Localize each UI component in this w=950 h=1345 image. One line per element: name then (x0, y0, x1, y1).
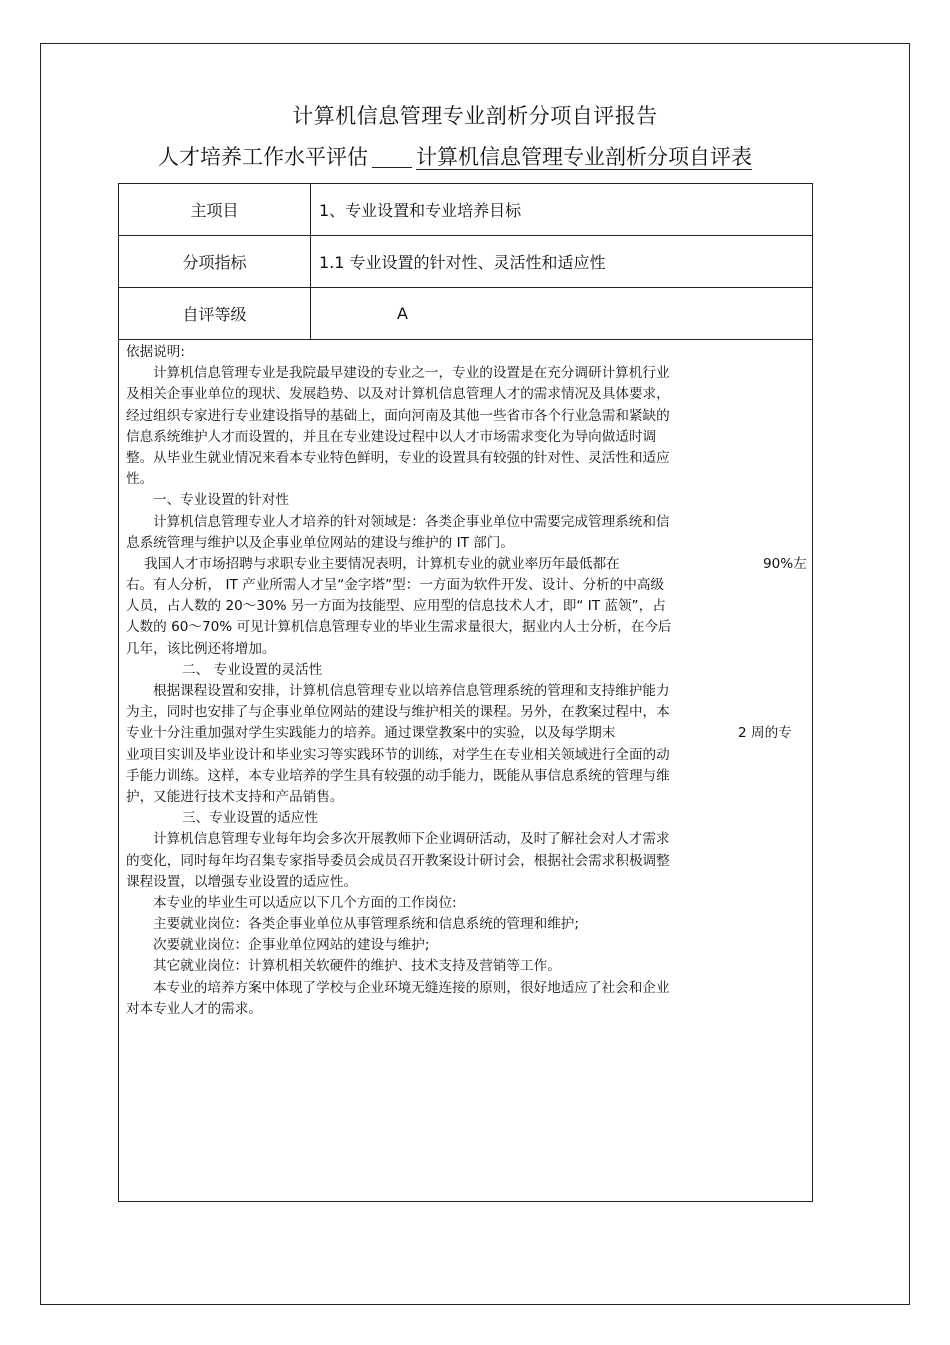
text-line: 课程设置，以增强专业设置的适应性。 (126, 873, 358, 890)
text-line: 根据课程设置和安排，计算机信息管理专业以培养信息管理系统的管理和支持维护能力 (153, 683, 670, 699)
table-row (119, 288, 812, 340)
text-line: 信息系统维护人才而设置的，并且在专业建设过程中以人才市场需求变化为导向做适时调 (126, 428, 657, 445)
report-title: 计算机信息管理专业剖析分项自评报告 (292, 104, 658, 128)
row-label-sub-indicator: 分项指标 (119, 236, 311, 287)
row-value-main-item: 1、专业设置和专业培养目标 (319, 201, 522, 220)
row-label-main-item: 主项目 (119, 184, 311, 235)
text-fragment: 专业十分注重加强对学生实践能力的培养。通过课堂教案中的实验，以及每学期末 (126, 725, 616, 742)
form-subtitle (158, 141, 752, 171)
text-line: 为主，同时也安排了与企事业单位网站的建设与维护相关的课程。另外，在教案过程中，本 (126, 704, 670, 721)
text-line: 右。有人分析， IT 产业所需人才呈“金字塔”型：一方面为软件开发、设计、分析的中高级 (126, 577, 665, 594)
subtitle-underline-blank (372, 167, 412, 168)
list-item: 主要就业岗位：各类企事业单位从事管理系统和信息系统的管理和维护; (153, 916, 579, 933)
text-line: 本专业的毕业生可以适应以下几个方面的工作岗位: (153, 894, 457, 911)
table-row (119, 236, 812, 288)
text-line: 经过组织专家进行专业建设指导的基础上，面向河南及其他一些省市各个行业急需和紧缺的 (126, 407, 670, 424)
text-line: 的变化，同时每年均召集专家指导委员会成员召开教案设计研讨会，根据社会需求积极调整 (126, 852, 670, 869)
evaluation-table (118, 183, 813, 1202)
text-line (126, 554, 806, 575)
list-item: 次要就业岗位：企事业单位网站的建设与维护; (153, 937, 430, 954)
section-heading-targeting: 一、专业设置的针对性 (153, 492, 289, 509)
text-line (126, 723, 806, 744)
list-item: 其它就业岗位：计算机相关软硬件的维护、技术支持及营销等工作。 (153, 958, 561, 975)
table-row (119, 184, 812, 236)
text-fragment: 我国人才市场招聘与求职专业主要情况表明，计算机专业的就业率历年最低都在 (144, 555, 620, 572)
text-line: 业项目实训及毕业设计和毕业实习等实践环节的训练，对学生在专业相关领域进行全面的动 (126, 746, 670, 763)
text-line: 护，又能进行技术支持和产品销售。 (126, 788, 344, 805)
text-line: 手能力训练。这样，本专业培养的学生具有较强的动手能力，既能从事信息系统的管理与维 (126, 767, 670, 784)
text-line: 及相关企事业单位的现状、发展趋势、以及对计算机信息管理人才的需求情况及具体要求， (126, 386, 670, 403)
section-heading-flexibility: 二、 专业设置的灵活性 (182, 661, 323, 678)
row-value-self-grade: A (397, 304, 408, 323)
section-heading-adaptability: 三、专业设置的适应性 (182, 810, 318, 827)
subtitle-right: 计算机信息管理专业剖析分项自评表 (416, 145, 752, 169)
text-fragment-right: 2 周的专 (738, 725, 792, 742)
text-line: 息系统管理与维护以及企事业单位网站的建设与维护的 IT 部门。 (126, 534, 514, 551)
subtitle-left: 人才培养工作水平评估 (158, 145, 368, 169)
text-line: 计算机信息管理专业人才培养的针对领域是：各类企事业单位中需要完成管理系统和信 (153, 513, 670, 530)
text-line: 人数的 60～70% 可见计算机信息管理专业的毕业生需求量很大，据业内人士分析，在今后 (126, 619, 672, 636)
text-line: 对本专业人才的需求。 (126, 1000, 262, 1017)
row-label-self-grade: 自评等级 (119, 288, 311, 339)
text-fragment-right: 90%左 (763, 555, 807, 572)
basis-explanation (126, 342, 806, 1020)
text-line: 计算机信息管理专业是我院最早建设的专业之一，专业的设置是在充分调研计算机行业 (153, 365, 670, 382)
basis-heading: 依据说明: (126, 344, 185, 360)
text-line: 性。 (126, 471, 154, 488)
text-line: 几年，该比例还将增加。 (126, 640, 276, 657)
text-line: 人员，占人数的 20～30% 另一方面为技能型、应用型的信息技术人才，即“ IT 蓝领”，占 (126, 598, 666, 615)
text-line: 计算机信息管理专业每年均会多次开展教师下企业调研活动，及时了解社会对人才需求 (153, 831, 670, 848)
text-line: 本专业的培养方案中体现了学校与企业环境无缝连接的原则，很好地适应了社会和企业 (153, 979, 670, 996)
text-line: 整。从毕业生就业情况来看本专业特色鲜明，专业的设置具有较强的针对性、灵活性和适应 (126, 449, 670, 466)
row-value-sub-indicator: 1.1 专业设置的针对性、灵活性和适应性 (319, 253, 606, 272)
